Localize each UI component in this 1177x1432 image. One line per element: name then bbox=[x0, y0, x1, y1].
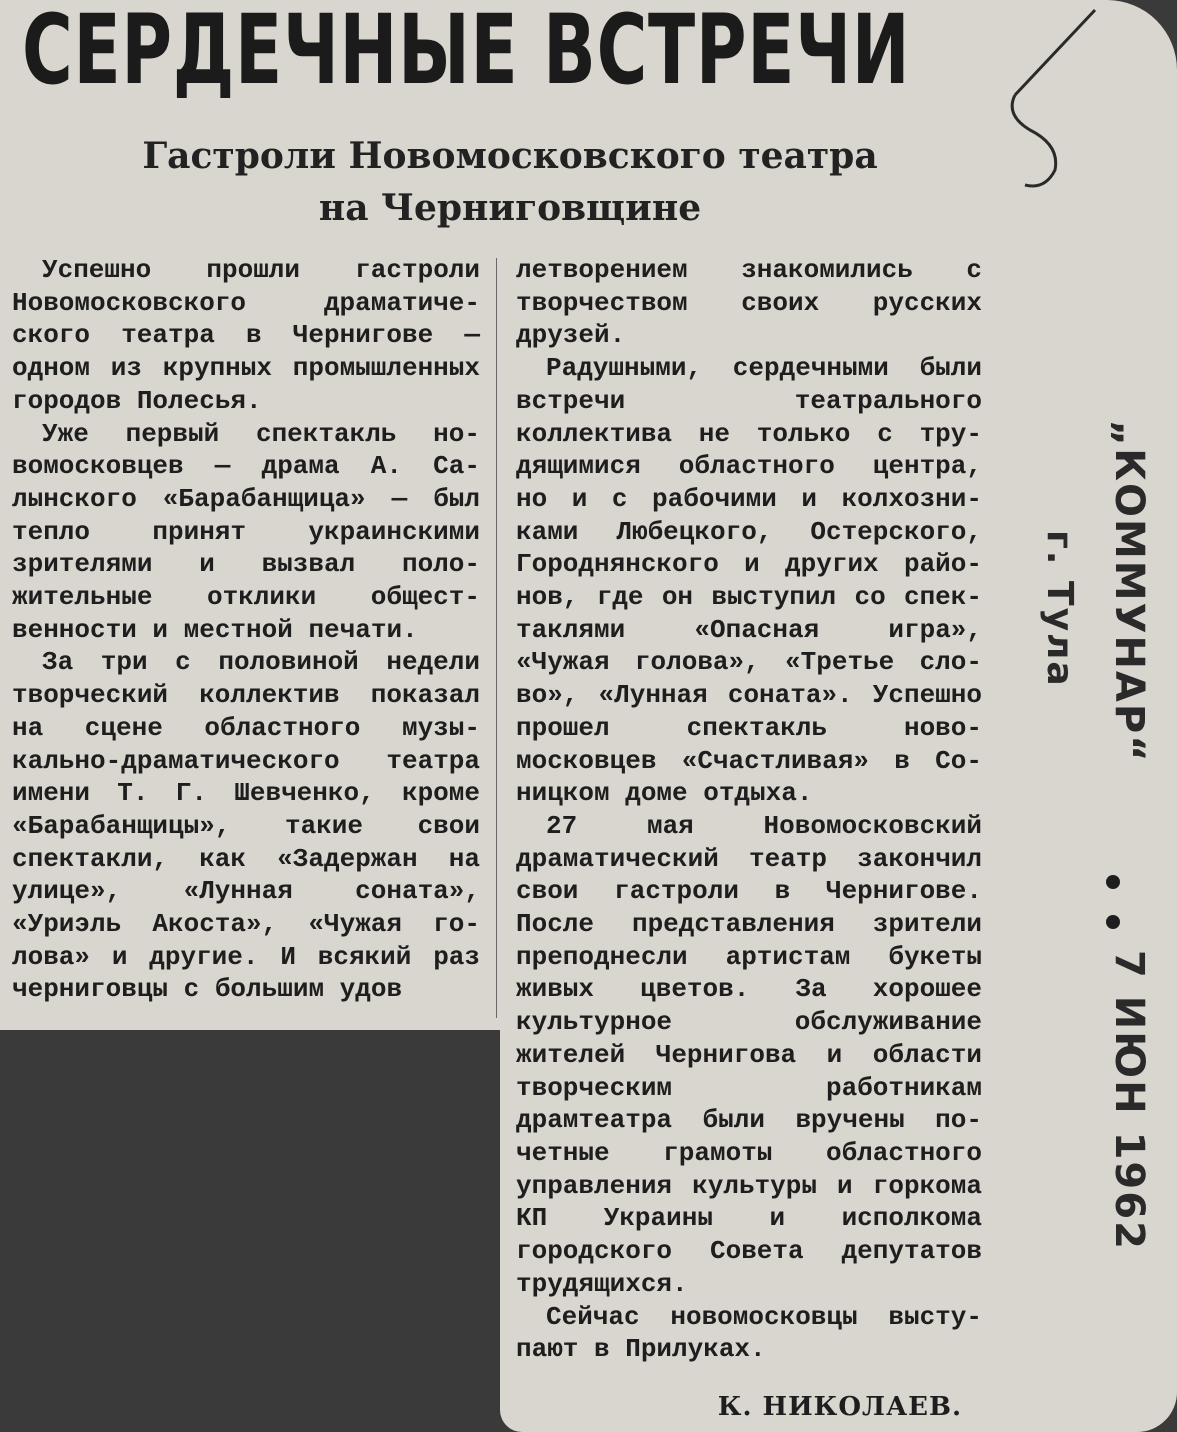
pen-check-mark-icon bbox=[985, 0, 1175, 200]
paragraph: Сейчас новомосковцы выступают в Прилуках. bbox=[516, 1301, 982, 1365]
stamp-date: 7 ИЮН 1962 bbox=[1106, 950, 1152, 1251]
paragraph: Успешно прошли гастроли Новомосковского драматического театра в Чернигове — одном из крупных промышленных городов Полесья. bbox=[12, 255, 480, 416]
stamp-dot-icon bbox=[1106, 915, 1120, 929]
column-divider bbox=[496, 258, 497, 1018]
newspaper-date-stamp bbox=[820, 420, 1152, 1432]
article-left-column bbox=[12, 254, 480, 1006]
stamp-dot-icon bbox=[1106, 875, 1120, 889]
paragraph: Уже первый спектакль новомосковцев — драма А. Салынского «Барабанщица» — был тепло принят украинскими зрителями и вызвал положительные отклики общественности и местной печати. bbox=[12, 418, 480, 645]
subheadline-line-1: Гастроли Новомосковского театра bbox=[142, 135, 878, 177]
article-headline: СЕРДЕЧНЫЕ ВСТРЕЧИ bbox=[22, 0, 911, 106]
paragraph-continuation: летворением знакомились с творчеством своих русских друзей. bbox=[516, 255, 982, 351]
author-signature: К. НИКОЛАЕВ. bbox=[717, 1392, 962, 1422]
paragraph: За три с половиной недели творческий коллектив показал на сцене областного музыкально-драматического театра имени Т. Г. Шевченко, кроме «Барабанщицы», такие свои спектакли, как «Задержан на улице», «Лунная соната», «Уриэль Акоста», «Чужая голова» и другие. И всякий раз черниговцы с большим удов bbox=[12, 647, 480, 1005]
article-subheadline bbox=[60, 130, 960, 234]
subheadline-line-2: на Черниговщине bbox=[318, 187, 702, 229]
paragraph: 27 мая Новомосковский драматический театр закончил свои гастроли в Чернигове. После представления зрители преподнесли артистам букеты живых цветов. За хорошее культурное обслуживание жителей Чернигова и области творческим работникам драмтеатра были вручены почетные грамоты областного управления культуры и горкома КП Украины и исполкома городского Совета депутатов трудящихся. bbox=[516, 810, 982, 1299]
stamp-newspaper-name: „КОММУНАР“ bbox=[1106, 420, 1152, 764]
paragraph: Радушными, сердечными были встречи театрального коллектива не только с трудящимися областного центра, но и с рабочими и колхозниками Любецкого, Остерского, Городнянского и других районов, где он выступил со спектаклями «Опасная игра», «Чужая голова», «Третье слово», «Лунная соната». Успешно прошел спектакль новомосковцев «Счастливая» в Соницком доме отдыха. bbox=[516, 353, 982, 809]
stamp-city: г. Тула bbox=[1039, 530, 1080, 688]
